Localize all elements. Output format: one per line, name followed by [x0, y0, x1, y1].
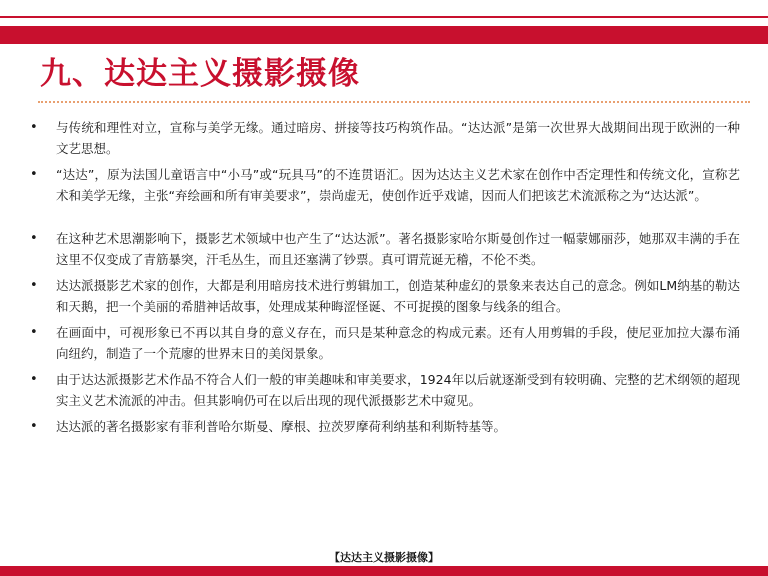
bullet-marker: •	[30, 278, 38, 293]
bullet-text: 在这种艺术思潮影响下，摄影艺术领域中也产生了“达达派”。著名摄影家哈尔斯曼创作过一幅蒙娜丽莎，她那双丰满的手在这里不仅变成了青筋暴突，汗毛丛生，而且还塞满了钞票。真可谓荒诞无稽，不伦不类。	[56, 231, 740, 267]
bullet-text: 达达派摄影艺术家的创作，大都是利用暗房技术进行剪辑加工，创造某种虚幻的景象来表达自己的意念。例如LM纳基的勒达和天鹅，把一个美丽的希腊神话故事，处理成某种晦涩怪诞、不可捉摸的图象与线条的组合。	[56, 278, 740, 314]
bullet-item	[30, 228, 740, 270]
header-band	[0, 26, 768, 44]
slide-footer: 【达达主义摄影摄像】	[329, 551, 439, 564]
bullet-text: “达达”，原为法国儿童语言中“小马”或“玩具马”的不连贯语汇。因为达达主义艺术家在创作中否定理性和传统文化，宣称艺术和美学无缘，主张“弃绘画和所有审美要求”，崇尚虚无，使创作近乎戏谑，因而人们把该艺术流派称之为“达达派”。	[56, 167, 740, 203]
title-divider	[38, 101, 750, 103]
bullet-marker: •	[30, 372, 38, 387]
bullet-marker: •	[30, 231, 38, 246]
bullet-item	[30, 117, 740, 159]
header-accent-line	[0, 0, 768, 18]
bullet-text: 达达派的著名摄影家有菲利普哈尔斯曼、摩根、拉茨罗摩荷利纳基和利斯特基等。	[56, 419, 507, 434]
bullet-marker: •	[30, 167, 38, 182]
slide-title: 九、达达主义摄影摄像	[40, 56, 360, 92]
bullet-marker: •	[30, 325, 38, 340]
footer-band	[0, 566, 768, 576]
bullet-text: 与传统和理性对立，宣称与美学无缘。通过暗房、拼接等技巧构筑作品。“达达派”是第一次世界大战期间出现于欧洲的一种文艺思想。	[56, 120, 740, 156]
bullet-item	[30, 369, 740, 411]
bullet-text: 在画面中，可视形象已不再以其自身的意义存在，而只是某种意念的构成元素。还有人用剪辑的手段，使尼亚加拉大瀑布涌向纽约，制造了一个荒廖的世界末日的美闵景象。	[56, 325, 740, 361]
bullet-marker: •	[30, 419, 38, 434]
bullet-list	[30, 117, 740, 442]
bullet-text: 由于达达派摄影艺术作品不符合人们一般的审美趣味和审美要求，1924年以后就逐渐受到有较明确、完整的艺术纲领的超现实主义艺术流派的冲击。但其影响仍可在以后出现的现代派摄影艺术中窥见。	[56, 372, 740, 408]
bullet-item	[30, 416, 740, 437]
bullet-item	[30, 164, 740, 206]
bullet-marker: •	[30, 120, 38, 135]
bullet-item	[30, 275, 740, 317]
bullet-item	[30, 322, 740, 364]
